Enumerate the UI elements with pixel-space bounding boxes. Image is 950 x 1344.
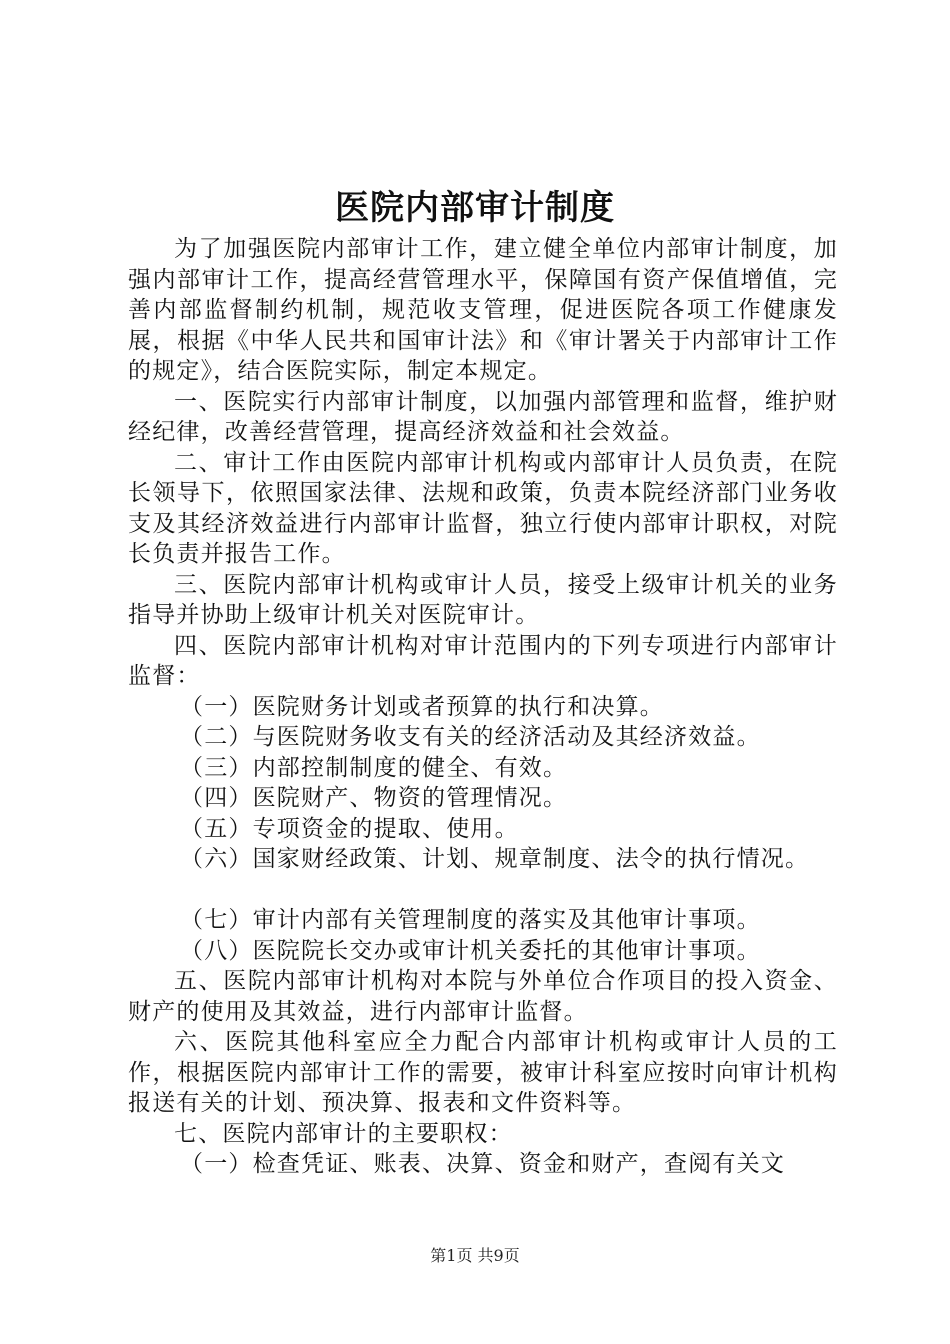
article-2-paragraph: 二、审计工作由医院内部审计机构或内部审计人员负责，在院长领导下，依照国家法律、法规和政策，负责本院经济部门业务收支及其经济效益进行内部审计监督，独立行使内部审计职权，对院长负责并报告工作。 [128,449,838,567]
article-4-paragraph: 四、医院内部审计机构对审计范围内的下列专项进行内部审计监督： [128,632,838,689]
list-item: （一）检查凭证、账表、决算、资金和财产，查阅有关文 [180,1151,785,1177]
page-number: 第1页 共9页 [430,1246,520,1265]
list-item: （三）内部控制制度的健全、有效。 [180,754,568,781]
article-6-paragraph: 六、医院其他科室应全力配合内部审计机构或审计人员的工作，根据医院内部审计工作的需要，被审计科室应按时向审计机构报送有关的计划、预决算、报表和文件资料等。 [128,1029,838,1116]
list-item: （一）医院财务计划或者预算的执行和决算。 [180,693,664,720]
list-item: （五）专项资金的提取、使用。 [180,815,519,842]
article-7-paragraph: 七、医院内部审计的主要职权： [174,1120,513,1147]
document-body [128,234,838,1180]
blank-line [128,875,838,906]
article-5-paragraph: 五、医院内部审计机构对本院与外单位合作项目的投入资金、财产的使用及其效益，进行内部审计监督。 [128,968,838,1025]
document-title: 医院内部审计制度 [335,188,615,228]
list-item: （八）医院院长交办或审计机关委托的其他审计事项。 [180,937,761,964]
list-item: （四）医院财产、物资的管理情况。 [180,785,568,811]
list-item: （六）国家财经政策、计划、规章制度、法令的执行情况。 [180,846,810,872]
intro-paragraph: 为了加强医院内部审计工作，建立健全单位内部审计制度，加强内部审计工作，提高经营管理水平，保障国有资产保值增值，完善内部监督制约机制，规范收支管理，促进医院各项工作健康发展，根据《中华人民共和国审计法》和《审计署关于内部审计工作的规定》，结合医院实际，制定本规定。 [128,236,838,384]
article-1-paragraph: 一、医院实行内部审计制度，以加强内部管理和监督，维护财经纪律，改善经营管理，提高经济效益和社会效益。 [128,388,838,445]
list-item: （七）审计内部有关管理制度的落实及其他审计事项。 [180,907,761,933]
article-3-paragraph: 三、医院内部审计机构或审计人员，接受上级审计机关的业务指导并协助上级审计机关对医院审计。 [128,571,838,628]
list-item: （二）与医院财务收支有关的经济活动及其经济效益。 [180,724,761,750]
